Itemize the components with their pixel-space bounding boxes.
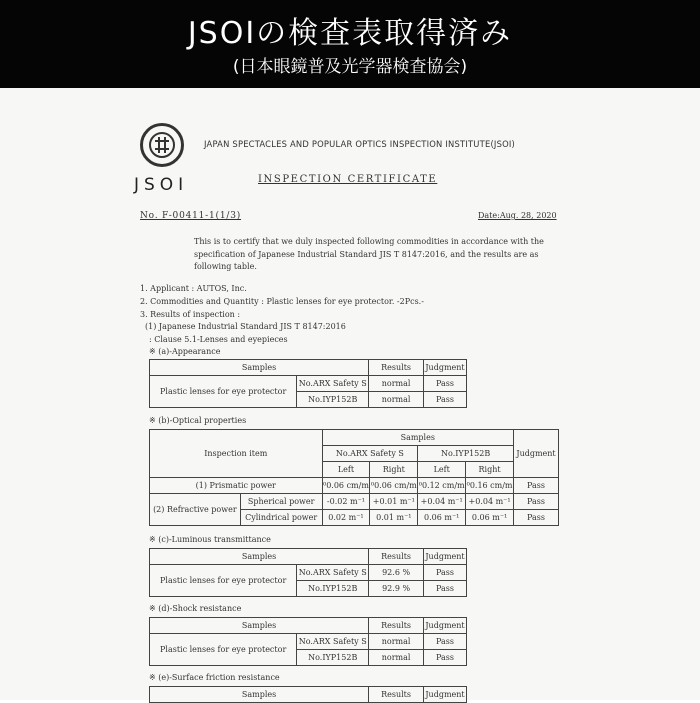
results-header: Results bbox=[369, 360, 424, 376]
value-cell: 0.06 m⁻¹ bbox=[466, 510, 514, 526]
samples-header: Samples bbox=[150, 549, 369, 565]
results-header: Results bbox=[369, 549, 424, 565]
section-friction: ※ (e)-Surface friction resistance bbox=[149, 673, 280, 682]
result-cell: normal bbox=[369, 376, 424, 392]
right-header: Right bbox=[370, 462, 418, 478]
sample-name: Plastic lenses for eye protector bbox=[150, 376, 297, 408]
samples-header: Samples bbox=[150, 687, 369, 703]
value-cell: +0.04 m⁻¹ bbox=[466, 494, 514, 510]
judgment-cell: Pass bbox=[424, 392, 467, 408]
sample-name: Plastic lenses for eye protector bbox=[150, 634, 297, 666]
judgment-header: Judgment bbox=[424, 549, 467, 565]
commodities-line: 2. Commodities and Quantity : Plastic lenses for eye protector. -2Pcs.- bbox=[140, 297, 424, 306]
left-header: Left bbox=[322, 462, 370, 478]
applicant-line: 1. Applicant : AUTOS, Inc. bbox=[140, 284, 247, 293]
inspection-item-header: Inspection item bbox=[150, 430, 323, 478]
samples-header: Samples bbox=[150, 360, 369, 376]
judgment-cell: Pass bbox=[514, 478, 559, 494]
result-cell: normal bbox=[369, 392, 424, 408]
institute-name: JAPAN SPECTACLES AND POPULAR OPTICS INSPECTION INSTITUTE(JSOI) bbox=[204, 139, 516, 149]
cylindrical-label: Cylindrical power bbox=[240, 510, 322, 526]
result-cell: normal bbox=[369, 650, 424, 666]
judgment-header: Judgment bbox=[424, 618, 467, 634]
model-name: No.IYP152B bbox=[297, 581, 369, 597]
value-cell: -0.02 m⁻¹ bbox=[322, 494, 370, 510]
section-transmittance: ※ (c)-Luminous transmittance bbox=[149, 535, 271, 544]
model-name: No.ARX Safety S bbox=[297, 634, 369, 650]
value-cell: +0.01 m⁻¹ bbox=[370, 494, 418, 510]
transmittance-table bbox=[149, 548, 467, 597]
model-name: No.ARX Safety S bbox=[322, 446, 418, 462]
model-name: No.IYP152B bbox=[297, 650, 369, 666]
model-name: No.ARX Safety S bbox=[297, 376, 369, 392]
section-shock: ※ (d)-Shock resistance bbox=[149, 604, 242, 613]
logo-text: JSOI bbox=[134, 175, 189, 195]
judgment-cell: Pass bbox=[514, 494, 559, 510]
optical-table bbox=[149, 429, 559, 526]
model-name: No.ARX Safety S bbox=[297, 565, 369, 581]
value-cell: ⁰0.06 cm/m bbox=[322, 478, 370, 494]
judgment-header: Judgment bbox=[424, 360, 467, 376]
judgment-cell: Pass bbox=[424, 650, 467, 666]
result-cell: normal bbox=[369, 634, 424, 650]
appearance-table bbox=[149, 359, 467, 408]
value-cell: 0.01 m⁻¹ bbox=[370, 510, 418, 526]
judgment-header: Judgment bbox=[423, 687, 466, 703]
judgment-cell: Pass bbox=[424, 581, 467, 597]
title-banner bbox=[0, 0, 700, 88]
sample-name: Plastic lenses for eye protector bbox=[150, 565, 297, 597]
value-cell: ⁰0.12 cm/m bbox=[418, 478, 466, 494]
judgment-cell: Pass bbox=[424, 565, 467, 581]
results-header: Results bbox=[369, 618, 424, 634]
value-cell: ⁰0.06 cm/m bbox=[370, 478, 418, 494]
samples-header: Samples bbox=[150, 618, 369, 634]
judgment-cell: Pass bbox=[424, 376, 467, 392]
value-cell: 0.02 m⁻¹ bbox=[322, 510, 370, 526]
document-date: Date:Aug. 28, 2020 bbox=[478, 211, 557, 220]
friction-table bbox=[149, 686, 467, 703]
prismatic-label: (1) Prismatic power bbox=[150, 478, 323, 494]
model-name: No.IYP152B bbox=[297, 392, 369, 408]
results-line: 3. Results of inspection : bbox=[140, 310, 241, 319]
judgment-cell: Pass bbox=[514, 510, 559, 526]
results-header: Results bbox=[369, 687, 424, 703]
value-cell: +0.04 m⁻¹ bbox=[418, 494, 466, 510]
result-cell: 92.9 % bbox=[369, 581, 424, 597]
refractive-label: (2) Refractive power bbox=[150, 494, 241, 526]
shock-table bbox=[149, 617, 467, 666]
banner-title: JSOIの検査表取得済み bbox=[187, 16, 513, 51]
certificate-title: INSPECTION CERTIFICATE bbox=[258, 174, 438, 185]
value-cell: ⁰0.16 cm/m bbox=[466, 478, 514, 494]
jsoi-logo-icon bbox=[140, 123, 184, 167]
document-number: No. F-00411-1(1/3) bbox=[140, 211, 242, 221]
samples-header: Samples bbox=[322, 430, 513, 446]
standard-line: (1) Japanese Industrial Standard JIS T 8147:2016 bbox=[145, 322, 346, 331]
clause-line: : Clause 5.1-Lenses and eyepieces bbox=[149, 335, 288, 344]
value-cell: 0.06 m⁻¹ bbox=[418, 510, 466, 526]
model-name: No.IYP152B bbox=[418, 446, 514, 462]
banner-subtitle: (日本眼鏡普及光学器検査協会) bbox=[232, 57, 468, 77]
section-appearance: ※ (a)-Appearance bbox=[149, 347, 221, 356]
spherical-label: Spherical power bbox=[240, 494, 322, 510]
left-header: Left bbox=[418, 462, 466, 478]
judgment-header: Judgment bbox=[514, 430, 559, 478]
judgment-cell: Pass bbox=[424, 634, 467, 650]
section-optical: ※ (b)-Optical properties bbox=[149, 416, 247, 425]
intro-paragraph: This is to certify that we duly inspected following commodities in accordance with the specification of Japanese Industrial Standard JIS T 8147:2016, and the results are as following table. bbox=[194, 237, 544, 271]
right-header: Right bbox=[466, 462, 514, 478]
result-cell: 92.6 % bbox=[369, 565, 424, 581]
